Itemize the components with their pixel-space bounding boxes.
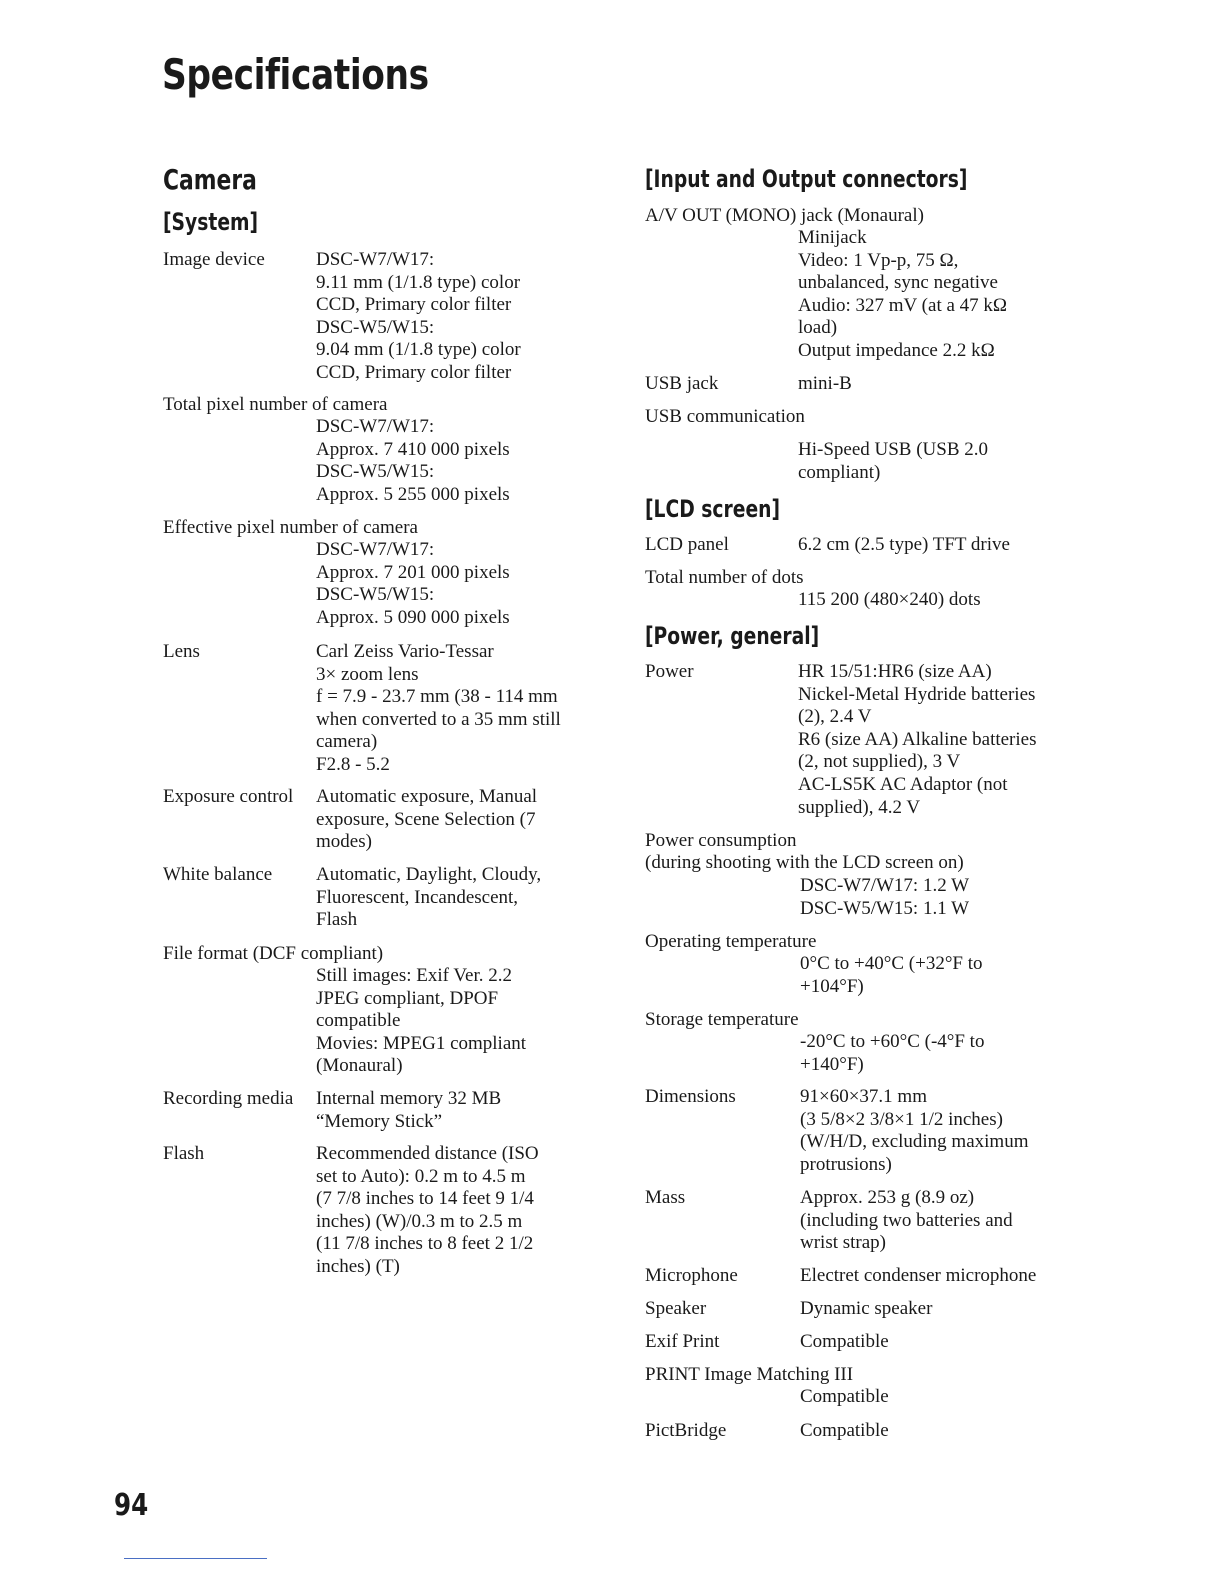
spec-label: Mass	[645, 1187, 686, 1208]
spec-value-line: 3× zoom lens	[316, 663, 419, 685]
spec-label: Exif Print	[645, 1331, 720, 1352]
spec-value-line: compliant)	[798, 461, 881, 483]
spec-value-line: (W/H/D, excluding maximum	[800, 1131, 1029, 1153]
spec-value-line: modes)	[316, 831, 372, 853]
spec-value-line: (7 7/8 inches to 14 feet 9 1/4	[316, 1188, 534, 1210]
spec-value-line: (Monaural)	[316, 1055, 403, 1077]
footer-rule	[124, 1558, 267, 1559]
spec-label: Flash	[163, 1143, 205, 1164]
spec-value-line: Still images: Exif Ver. 2.2	[316, 965, 512, 986]
spec-value-line: Approx. 7 201 000 pixels	[316, 561, 510, 583]
spec-value-line: “Memory Stick”	[316, 1110, 443, 1132]
spec-value-line: Carl Zeiss Vario-Tessar	[316, 641, 494, 662]
spec-label: LCD panel	[645, 534, 729, 555]
spec-value-line: Approx. 253 g (8.9 oz)	[800, 1187, 975, 1208]
spec-value-line: CCD, Primary color filter	[316, 294, 512, 316]
spec-value-line: Output impedance 2.2 kΩ	[798, 339, 995, 361]
spec-value-line: (11 7/8 inches to 8 feet 2 1/2	[316, 1233, 534, 1255]
spec-value-line: inches) (W)/0.3 m to 2.5 m	[316, 1210, 523, 1232]
spec-label: Speaker	[645, 1298, 707, 1319]
spec-value-line: f = 7.9 - 23.7 mm (38 - 114 mm	[316, 686, 558, 708]
spec-label: USB jack	[645, 373, 719, 394]
system-heading: [System]	[163, 208, 259, 236]
spec-label: Storage temperature	[645, 1009, 799, 1030]
spec-value-line: (2, not supplied), 3 V	[798, 751, 961, 773]
spec-value-line: +140°F)	[800, 1053, 864, 1075]
spec-value-line: Movies: MPEG1 compliant	[316, 1032, 527, 1054]
spec-label: Exposure control	[163, 786, 294, 807]
spec-value-line: Approx. 7 410 000 pixels	[316, 438, 510, 460]
spec-value-line: 6.2 cm (2.5 type) TFT drive	[798, 534, 1010, 555]
spec-value-line: Hi-Speed USB (USB 2.0	[798, 439, 989, 460]
page-number: 94	[114, 1488, 149, 1523]
spec-value-line: (3 5/8×2 3/8×1 1/2 inches)	[800, 1108, 1003, 1130]
spec-label: PRINT Image Matching III	[645, 1364, 854, 1385]
spec-value-line: -20°C to +60°C (-4°F to	[800, 1031, 985, 1052]
spec-value-line: wrist strap)	[800, 1232, 887, 1254]
lcd-heading: [LCD screen]	[645, 495, 781, 523]
spec-value-line: protrusions)	[800, 1153, 892, 1175]
power-heading: [Power, general]	[645, 622, 820, 650]
spec-value-line: HR 15/51:HR6 (size AA)	[798, 661, 992, 682]
io-heading: [Input and Output connectors]	[645, 165, 968, 193]
spec-value-line: Compatible	[800, 1331, 889, 1352]
spec-label: Total number of dots	[645, 567, 804, 588]
spec-label: Dimensions	[645, 1086, 736, 1107]
spec-value-line: Approx. 5 090 000 pixels	[316, 606, 510, 628]
spec-value-line: camera)	[316, 731, 378, 753]
spec-value-line: Recommended distance (ISO	[316, 1143, 539, 1164]
spec-label: Total pixel number of camera	[163, 394, 388, 415]
spec-value-line: DSC-W5/W15: 1.1 W	[800, 897, 970, 919]
spec-value-line: DSC-W7/W17:	[316, 539, 435, 560]
spec-value-line: inches) (T)	[316, 1255, 400, 1277]
spec-value-line: Internal memory 32 MB	[316, 1088, 502, 1109]
spec-label: Recording media	[163, 1088, 294, 1109]
spec-label: Operating temperature	[645, 931, 817, 952]
spec-value-line: Flash	[316, 909, 358, 931]
spec-value-line: Automatic exposure, Manual	[316, 786, 538, 807]
spec-value-line: +104°F)	[800, 975, 864, 997]
page-title: Specifications	[162, 50, 429, 99]
spec-value-line: unbalanced, sync negative	[798, 272, 998, 294]
spec-label: File format (DCF compliant)	[163, 943, 384, 964]
spec-value-line: Audio: 327 mV (at a 47 kΩ	[798, 294, 1008, 316]
spec-value-line: 91×60×37.1 mm	[800, 1086, 927, 1107]
spec-value-line: DSC-W7/W17:	[316, 249, 435, 270]
spec-label-sub: (during shooting with the LCD screen on)	[645, 852, 964, 873]
spec-value-line: Minijack	[798, 227, 867, 248]
spec-value-line: when converted to a 35 mm still	[316, 708, 561, 730]
spec-value-line: Video: 1 Vp-p, 75 Ω,	[798, 249, 959, 271]
spec-value-line: supplied), 4.2 V	[798, 796, 921, 818]
spec-value-line: Compatible	[800, 1420, 889, 1441]
spec-value-line: (including two batteries and	[800, 1209, 1013, 1231]
spec-value-line: CCD, Primary color filter	[316, 361, 512, 383]
spec-label: White balance	[163, 864, 273, 885]
camera-heading: Camera	[163, 163, 257, 196]
spec-value-line: 115 200 (480×240) dots	[798, 589, 981, 610]
spec-value-line: 9.11 mm (1/1.8 type) color	[316, 271, 521, 293]
spec-value-line: Approx. 5 255 000 pixels	[316, 483, 510, 505]
spec-value-line: DSC-W7/W17: 1.2 W	[800, 875, 970, 896]
spec-value-line: load)	[798, 317, 838, 339]
spec-label: Effective pixel number of camera	[163, 517, 418, 538]
spec-value-line: Fluorescent, Incandescent,	[316, 886, 519, 908]
spec-value-line: (2), 2.4 V	[798, 706, 872, 728]
spec-value-line: Compatible	[800, 1386, 889, 1407]
spec-value-line: DSC-W5/W15:	[316, 584, 435, 606]
spec-label: PictBridge	[645, 1420, 727, 1441]
spec-value-line: JPEG compliant, DPOF	[316, 987, 499, 1009]
spec-value-line: Dynamic speaker	[800, 1298, 933, 1319]
spec-value-line: mini-B	[798, 373, 852, 394]
spec-value-line: DSC-W5/W15:	[316, 461, 435, 483]
spec-value-line: exposure, Scene Selection (7	[316, 808, 536, 830]
spec-label: Microphone	[645, 1265, 738, 1286]
spec-label: A/V OUT (MONO) jack (Monaural)	[645, 205, 924, 226]
spec-value-line: R6 (size AA) Alkaline batteries	[798, 728, 1037, 750]
spec-label: Image device	[163, 249, 265, 270]
spec-value-line: compatible	[316, 1010, 401, 1032]
spec-value-line: set to Auto): 0.2 m to 4.5 m	[316, 1165, 526, 1187]
spec-value-line: F2.8 - 5.2	[316, 753, 390, 775]
spec-label: Power consumption	[645, 830, 797, 851]
spec-label: Lens	[163, 641, 200, 662]
spec-value-line: Nickel-Metal Hydride batteries	[798, 683, 1036, 705]
spec-value-line: Automatic, Daylight, Cloudy,	[316, 864, 542, 885]
spec-value-line: DSC-W7/W17:	[316, 416, 435, 437]
spec-label: Power	[645, 661, 694, 682]
spec-value-line: DSC-W5/W15:	[316, 316, 435, 338]
spec-value-line: AC-LS5K AC Adaptor (not	[798, 773, 1008, 795]
spec-value-line: 9.04 mm (1/1.8 type) color	[316, 339, 521, 361]
spec-label: USB communication	[645, 406, 805, 427]
spec-value-line: 0°C to +40°C (+32°F to	[800, 953, 983, 974]
spec-value-line: Electret condenser microphone	[800, 1265, 1037, 1286]
